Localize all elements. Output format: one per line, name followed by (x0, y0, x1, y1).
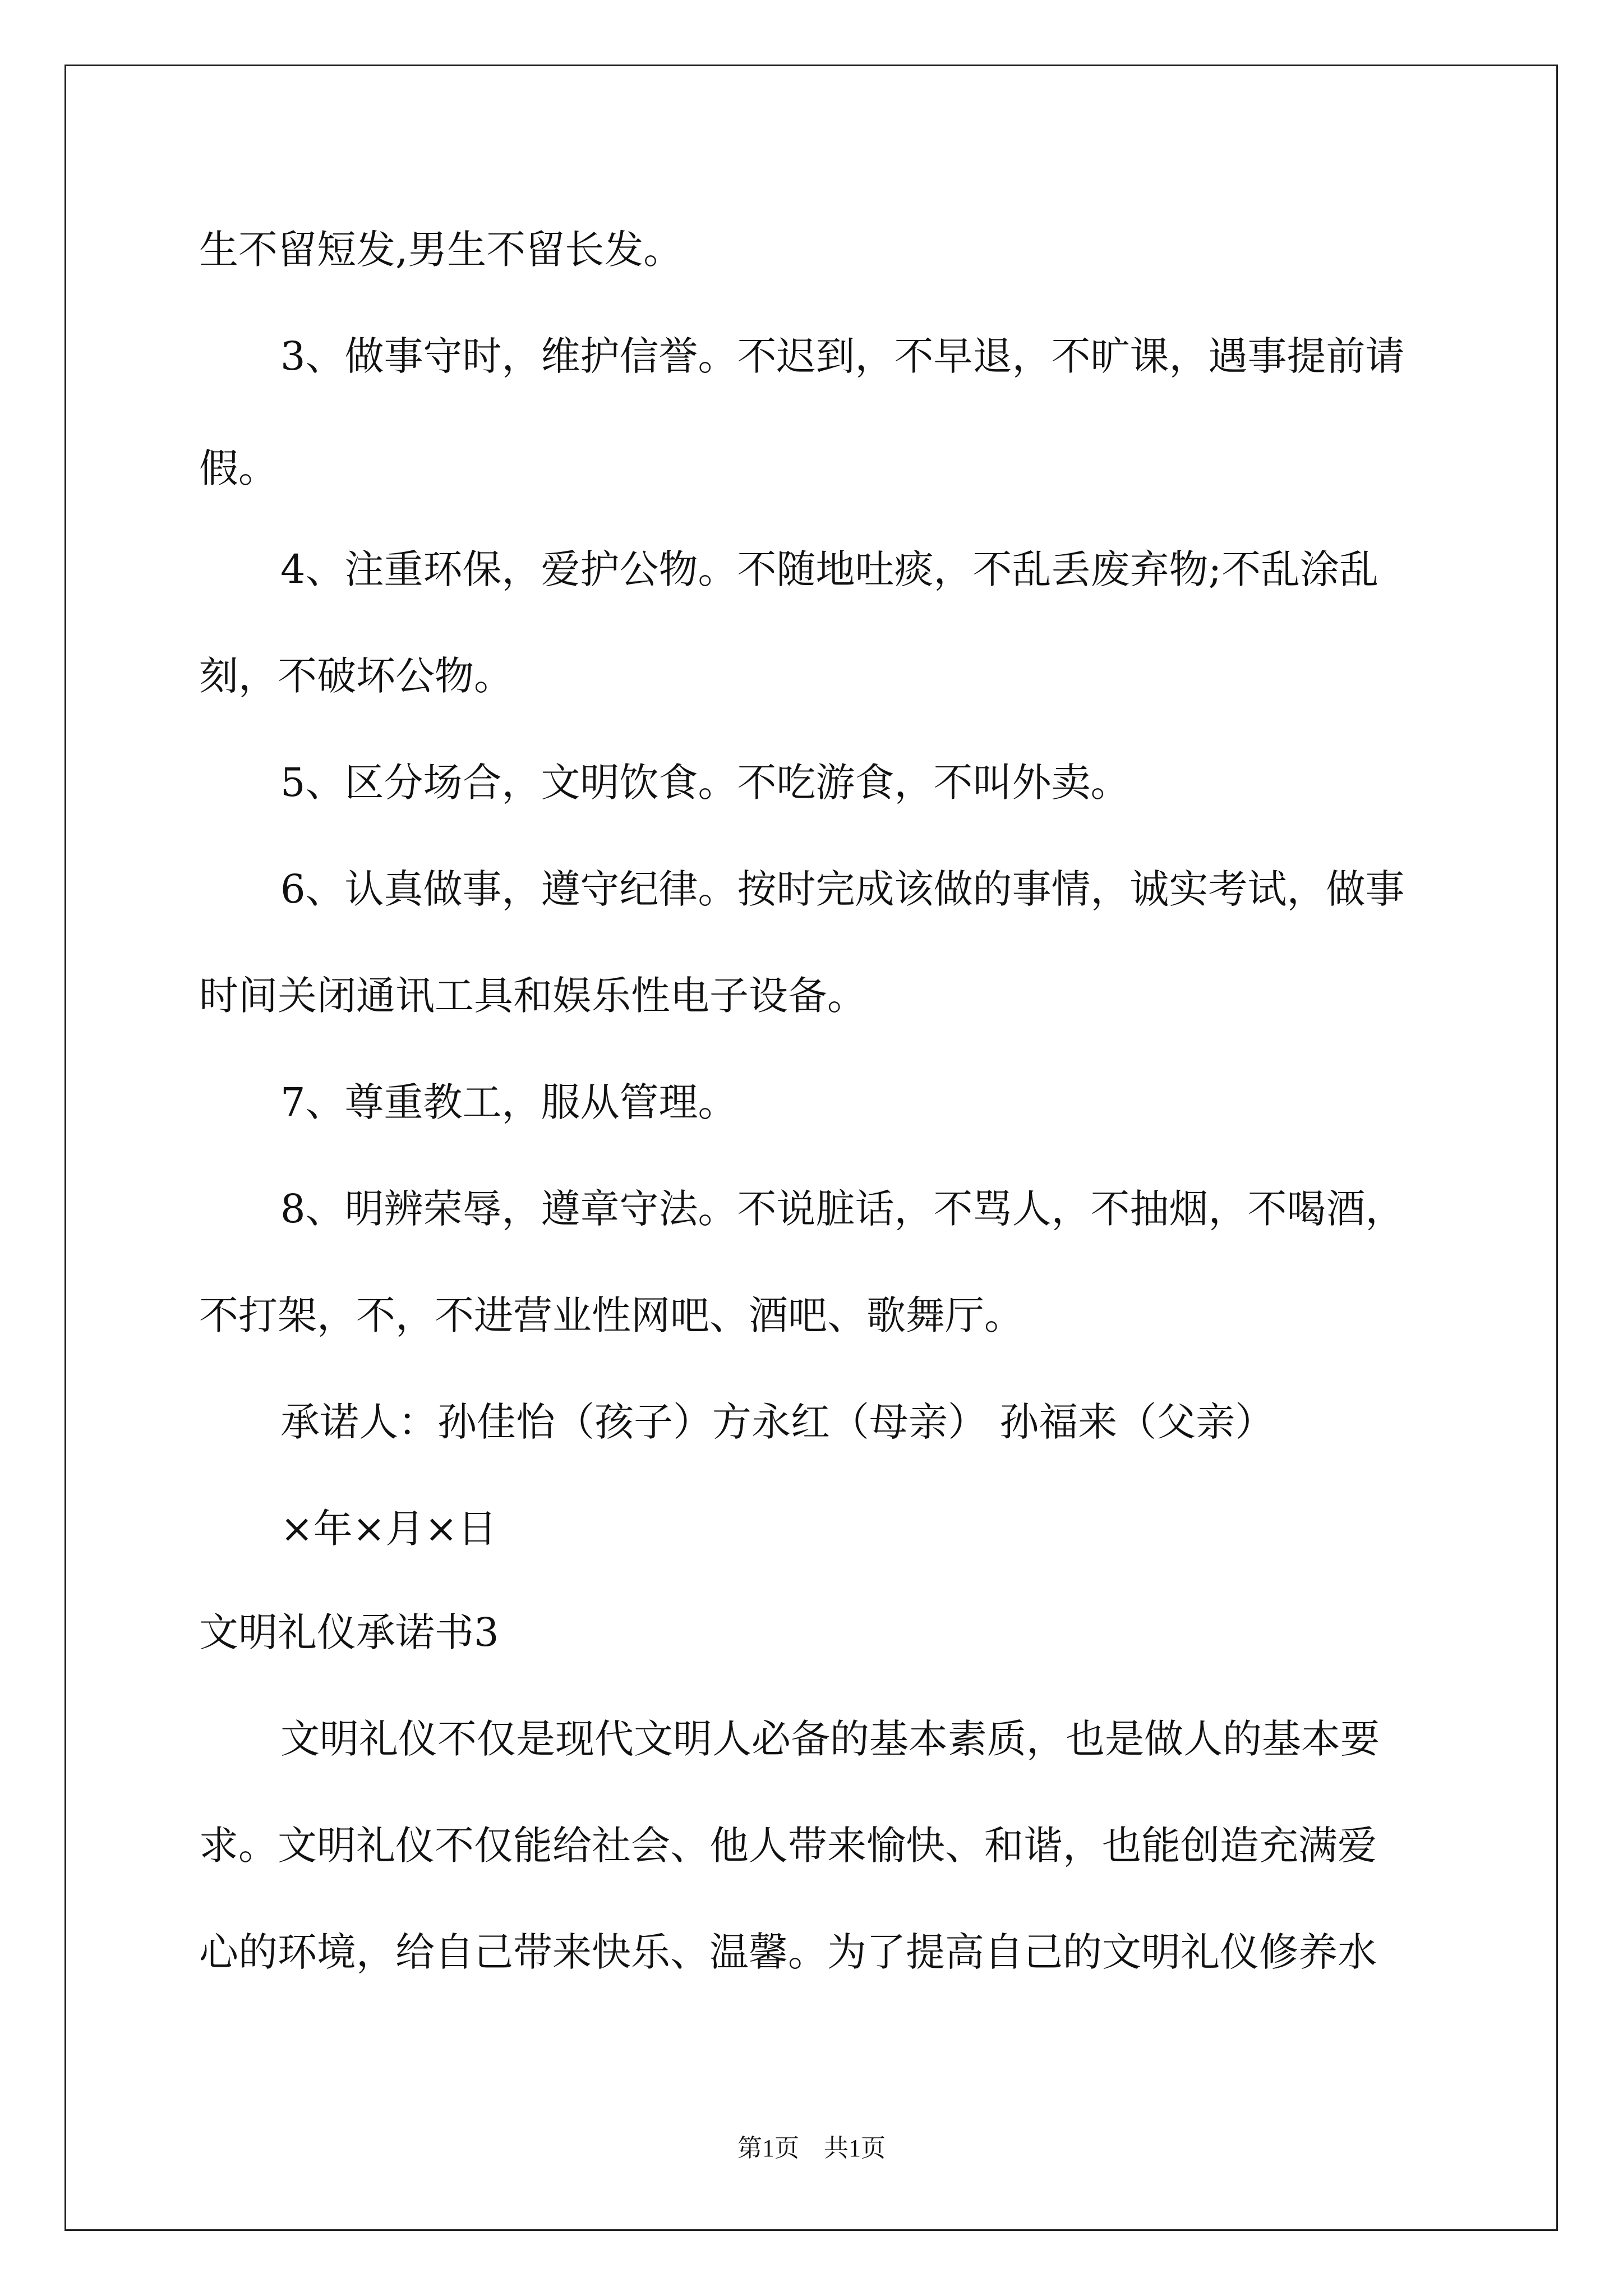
text-line: 4、注重环保，爱护公物。不随地吐痰，不乱丢废弃物;不乱涂乱 (280, 546, 1379, 592)
text-line: 时间关闭通讯工具和娱乐性电子设备。 (199, 973, 866, 1019)
text-line: 生不留短发,男生不留长发。 (199, 227, 683, 273)
page-border (64, 65, 1558, 2231)
signatories-line: 承诺人：孙佳怡（孩子）方永红（母亲） 孙福来（父亲） (280, 1399, 1275, 1445)
section-heading: 文明礼仪承诺书3 (199, 1609, 499, 1655)
text-line: 5、区分场合，文明饮食。不吃游食，不叫外卖。 (280, 760, 1130, 806)
page-number-footer: 第1页 共1页 (737, 2134, 886, 2162)
text-line: 6、认真做事，遵守纪律。按时完成该做的事情，诚实考试，做事 (280, 866, 1405, 912)
text-line: 文明礼仪不仅是现代文明人必备的基本素质，也是做人的基本要 (280, 1716, 1380, 1762)
text-line: 心的环境，给自己带来快乐、温馨。为了提高自己的文明礼仪修养水 (199, 1929, 1377, 1975)
text-line: 8、明辨荣辱，遵章守法。不说脏话，不骂人，不抽烟，不喝酒， (280, 1186, 1405, 1232)
text-line: 不打架，不，不进营业性网吧、酒吧、歌舞厅。 (199, 1292, 1023, 1338)
text-line: 3、做事守时，维护信誉。不迟到，不早退，不旷课，遇事提前请 (280, 333, 1405, 379)
text-line: 刻，不破坏公物。 (199, 653, 513, 699)
text-line: 求。文明礼仪不仅能给社会、他人带来愉快、和谐，也能创造充满爱 (199, 1823, 1377, 1869)
date-line: ×年×月×日 (280, 1506, 497, 1552)
text-line: 7、尊重教工，服从管理。 (280, 1079, 737, 1125)
text-line: 假。 (199, 445, 278, 491)
